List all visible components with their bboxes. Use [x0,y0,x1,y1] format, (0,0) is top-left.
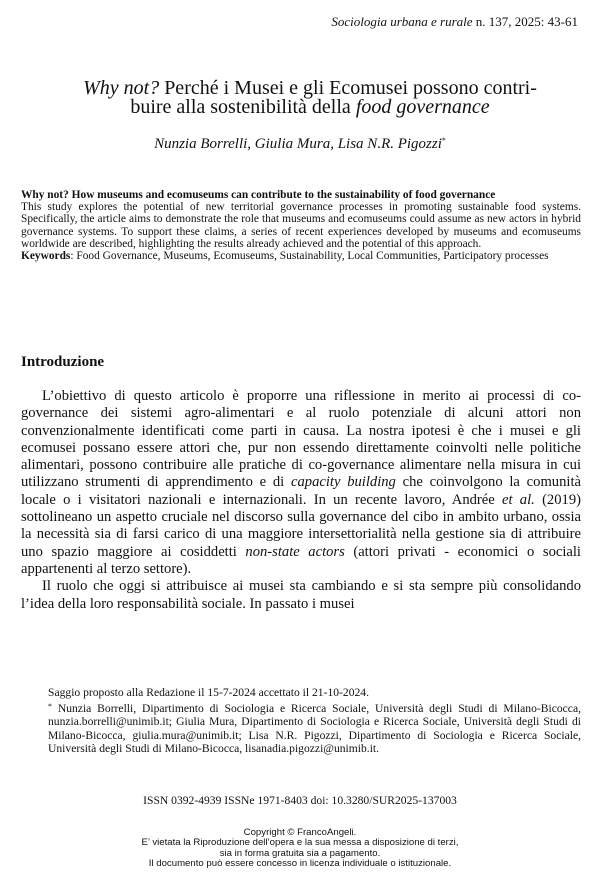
affiliation-note [48,700,581,756]
copyright-line-1: Copyright © FrancoAngeli. [243,827,357,838]
submission-note: Saggio proposto alla Redazione il 15-7-2024 accettato il 21-10-2024. [48,686,370,699]
keywords-label: Keywords [21,250,71,263]
body-text [21,388,581,613]
section-heading: Introduzione [21,354,105,370]
title-lead-italic: Why not? [83,77,160,99]
title-tail-italic: food governance [355,96,490,118]
copyright-line-2: E’ vietata la Riproduzione dell’opera e la sua messa a disposizione di terzi, [141,837,459,849]
footnotes [48,686,581,756]
paragraph-1-emphasis-1: capacity building [291,474,396,491]
title-line-1-text: Perché i Musei e gli Ecomusei possono contri- [159,77,537,99]
issue-info: n. 137, 2025: 43-61 [472,14,578,29]
affiliation-text: Nunzia Borrelli, Dipartimento di Sociologia e Ricerca Sociale, Università degli Studi di Milano-Bicocca, nunzia.borrelli@unimib.it; Giulia Mura, Dipartimento di Sociologia e Ricerca Sociale, Università degli Studi di Milano-Bicocca, giulia.mura@unimib.it; Lisa N.R. Pigozzi, Dipartimento di Sociologia e Ricerca Sociale, Università degli Studi di Milano-Bicocca, lisanadia.pigozzi@unimib.it. [48,701,581,756]
article-title [40,79,580,117]
keywords-list: : Food Governance, Museums, Ecomuseums, Sustainability, Local Communities, Participatory processes [70,250,549,263]
running-head [331,14,578,30]
copyright-notice [0,828,600,870]
affiliation-mark: * [48,701,52,711]
journal-name: Sociologia urbana e rurale [331,14,473,29]
paragraph-1-text-b: che coinvolgono la comunità locale o i visitatori nazionali e internazionali. In un recente lavoro, Andrée [21,474,581,508]
paragraph-1-emphasis-2: et al. [502,491,535,508]
abstract-title: Why not? How museums and ecomuseums can contribute to the sustainability of food governance [21,189,496,201]
paragraph-1-emphasis-3: non-state actors [245,543,345,560]
keywords [21,250,581,262]
abstract-text: This study explores the potential of new territorial governance processes in promoting sustainable food systems. Specifically, the article aims to demonstrate the role that museums and ecomuseums could assume as new actors in hybrid governance systems. To support these claims, a series of recent experiences developed by museums and ecomuseums worldwide are described, highlighting the results already achieved and the potential of this approach. [21,201,581,250]
paragraph-1-text-d: (attori privati - economici o sociali appartenenti al terzo settore). [21,543,581,577]
abstract [21,189,581,262]
paragraph-1-text-c: (2019) sottolineano un aspetto cruciale nel discorso sulla governance del cibo in ambito urbano, ossia la necessità sia di farsi carico di una maggiore intersettorialità nella gestione sia di attribuire uno spazio maggiore ai cosiddetti [21,491,581,560]
title-line-2-text: buire alla sostenibilità della [130,96,356,118]
issn-doi: ISSN 0392-4939 ISSNe 1971-8403 doi: 10.3280/SUR2025-137003 [143,794,457,807]
title-line-2 [40,98,580,117]
copyright-line-4: Il documento può essere concesso in licenza individuale o istituzionale. [148,858,452,870]
paragraph-2: Il ruolo che oggi si attribuisce ai musei sta cambiando e si sta sempre più consolidando l’idea della loro responsabilità sociale. In passato i musei [21,578,581,612]
author-names: Nunzia Borrelli, Giulia Mura, Lisa N.R. Pigozzi [154,136,442,152]
author-footnote-mark: * [441,136,446,145]
copyright-line-3: sia in forma gratuita sia a pagamento. [219,847,381,859]
author-list [0,136,600,153]
paragraph-1 [21,388,581,578]
paragraph-1-text-a: L’obiettivo di questo articolo è proporre una riflessione in merito ai processi di co-governance dei sistemi agro-alimentari e al ruolo potenziale di alcuni attori non convenzionalmente identificati come parti in causa. La nostra ipotesi è che i musei e gli ecomusei possano essere attori che, pur non essendo direttamente coinvolti nelle politiche alimentari, possono contribuire alle pratiche di co-governance alimentare nella misura in cui utilizzano strumenti di apprendimento e di [21,388,581,491]
